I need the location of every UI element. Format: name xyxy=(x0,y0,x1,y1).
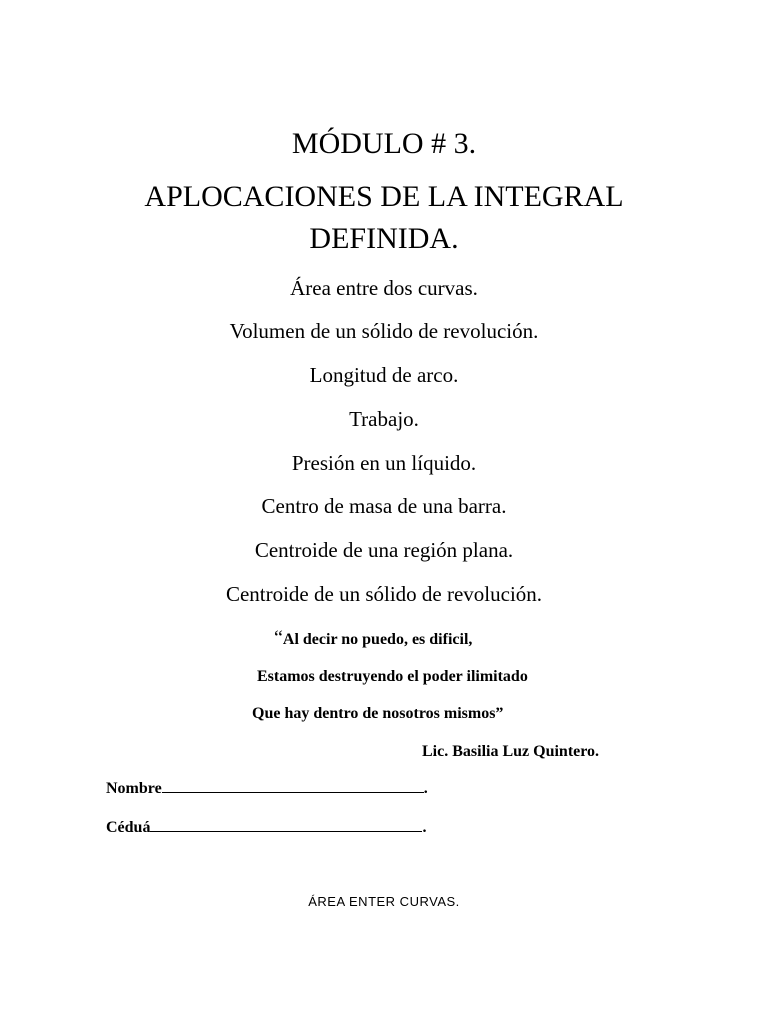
quote-line1 xyxy=(274,628,472,650)
topic-item: Área entre dos curvas. xyxy=(290,276,478,300)
name-end-mark: . xyxy=(423,780,428,797)
name-blank-line xyxy=(162,778,424,793)
id-end-mark: . xyxy=(422,819,427,836)
module-number: MÓDULO # 3. xyxy=(291,127,477,160)
id-field xyxy=(106,817,426,838)
name-field xyxy=(106,778,428,799)
topic-item: Centroide de un sólido de revolución. xyxy=(225,582,543,606)
topic-item: Presión en un líquido. xyxy=(291,451,477,475)
page-title-line1: APLOCACIONES DE LA INTEGRAL xyxy=(144,180,624,213)
topic-item: Longitud de arco. xyxy=(309,363,459,387)
topic-item: Volumen de un sólido de revolución. xyxy=(229,319,539,343)
page-title-line2: DEFINIDA. xyxy=(309,222,459,255)
name-label: Nombre xyxy=(106,780,162,797)
topic-item: Centroide de una región plana. xyxy=(254,538,514,562)
topic-item: Trabajo. xyxy=(349,407,419,431)
quote-line2: Estamos destruyendo el poder ilimitado xyxy=(257,668,528,685)
open-quote-mark: “ xyxy=(274,627,283,649)
topic-item: Centro de masa de una barra. xyxy=(261,494,507,518)
quote-text-line1: Al decir no puedo, es dificil, xyxy=(282,631,473,648)
id-label: Céduá xyxy=(106,819,151,836)
quote-author: Lic. Basilia Luz Quintero. xyxy=(422,743,600,760)
quote-line3: Que hay dentro de nosotros mismos” xyxy=(252,705,504,722)
section-heading: ÁREA ENTER CURVAS. xyxy=(308,894,460,909)
id-blank-line xyxy=(150,817,422,832)
